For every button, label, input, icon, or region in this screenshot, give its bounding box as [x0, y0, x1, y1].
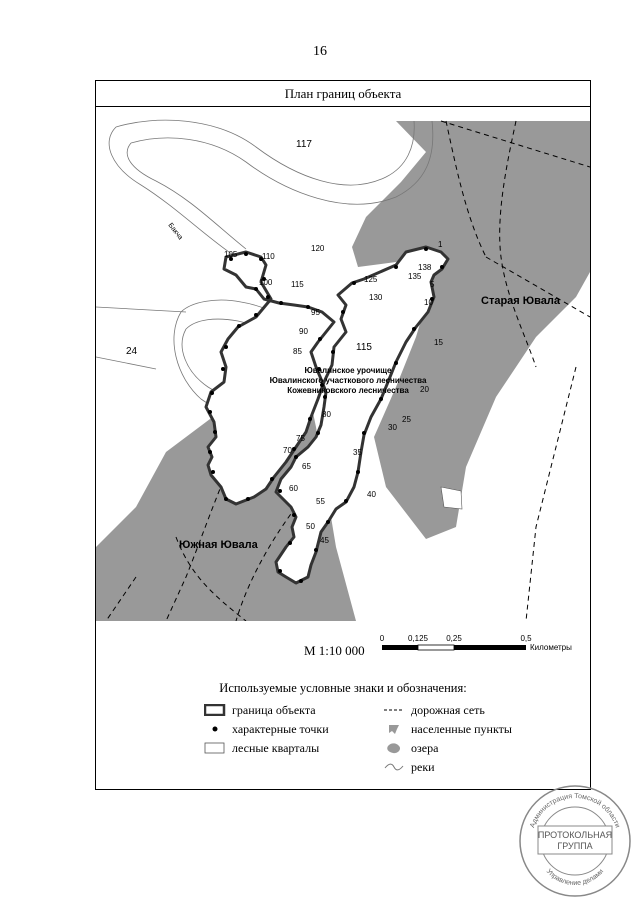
point-label: 10: [424, 298, 433, 307]
map-title: План границ объекта: [96, 81, 590, 107]
quarter-label-117: 117: [296, 139, 312, 150]
scale-segment: [382, 645, 418, 650]
point-label: 5: [430, 280, 435, 289]
scale-row: [96, 629, 590, 669]
point-label: 115: [291, 280, 304, 289]
river-label: Бакча: [166, 221, 184, 242]
point-label: 40: [367, 490, 376, 499]
map-frame: [95, 80, 591, 790]
point-label: 110: [262, 252, 275, 261]
point-label: 100: [259, 278, 273, 287]
point-label: 50: [306, 522, 315, 531]
point-label: 90: [299, 327, 308, 336]
legend-label: реки: [411, 760, 435, 774]
legend-label: дорожная сеть: [411, 703, 485, 717]
settlement-notch: [441, 487, 462, 509]
object-label-line3: Кожевниковского лесничества: [287, 386, 409, 395]
point-label: 55: [316, 497, 325, 506]
point-label: 60: [289, 484, 298, 493]
stamp-center-line1: ПРОТОКОЛЬНАЯ: [537, 830, 613, 840]
object-label-line1: Ювалинское урочище: [304, 366, 392, 375]
scale-tick-1: 0,125: [407, 634, 429, 643]
legend-label: граница объекта: [232, 703, 316, 717]
scale-unit: Километры: [530, 643, 572, 652]
point-label: 65: [302, 462, 311, 471]
point-label: 35: [353, 448, 362, 457]
river-symbol-icon: [383, 761, 405, 773]
point-label: 105: [224, 250, 238, 259]
quarter-symbol-icon: [204, 742, 226, 754]
point-label: 135: [408, 272, 422, 281]
point-label: 130: [369, 293, 383, 302]
scale-tick-2: 0,25: [446, 634, 462, 643]
boundary-symbol-icon: [204, 704, 226, 716]
stamp-top-text: Администрация Томской области: [529, 792, 621, 829]
point-label: 95: [311, 308, 320, 317]
legend-label: населенные пункты: [411, 722, 512, 736]
point-label: 1: [438, 240, 443, 249]
point-label: 45: [320, 536, 329, 545]
lake-symbol-icon: [383, 742, 405, 754]
settlement-symbol-icon: [383, 723, 405, 735]
map-area: [96, 107, 590, 621]
legend-title: Используемые условные знаки и обозначения:: [219, 681, 467, 695]
point-label: 70: [283, 446, 292, 455]
legend-label: характерные точки: [232, 722, 329, 736]
point-symbol-icon: [204, 723, 226, 735]
object-label-line2: Ювалинского участкового лесничества: [269, 376, 427, 385]
map-svg: [96, 107, 590, 621]
legend-label: лесные кварталы: [232, 741, 320, 755]
point-label: 80: [322, 410, 331, 419]
quarter-label-115: 115: [356, 342, 372, 353]
scale-ratio: М 1:10 000: [304, 643, 365, 658]
scale-tick-3: 0,5: [520, 634, 532, 643]
point-label: 15: [434, 338, 443, 347]
stamp-center-line2: ГРУППА: [557, 841, 593, 851]
scale-tick-0: 0: [379, 634, 385, 643]
scale-segment: [454, 645, 526, 650]
stamp-bottom-text: Управление делами: [544, 868, 606, 888]
page-number: 16: [313, 44, 327, 59]
scale-bar: [376, 631, 588, 665]
point-label: 125: [364, 275, 378, 284]
settlement-label-yuzhnaya: Южная Ювала: [179, 539, 258, 551]
settlement-label-staraya: Старая Ювала: [481, 295, 560, 307]
point-label: 75: [296, 434, 305, 443]
point-label: 120: [311, 244, 325, 253]
road-symbol-icon: [383, 704, 405, 716]
legend-label: озера: [411, 741, 439, 755]
point-label: 30: [388, 423, 397, 432]
point-label: 20: [420, 385, 429, 394]
point-label: 25: [402, 415, 411, 424]
point-label: 85: [293, 347, 302, 356]
scale-segment: [418, 645, 454, 650]
stamp-seal: [516, 782, 634, 900]
quarter-label-24: 24: [126, 346, 138, 357]
point-label: 138: [418, 263, 432, 272]
